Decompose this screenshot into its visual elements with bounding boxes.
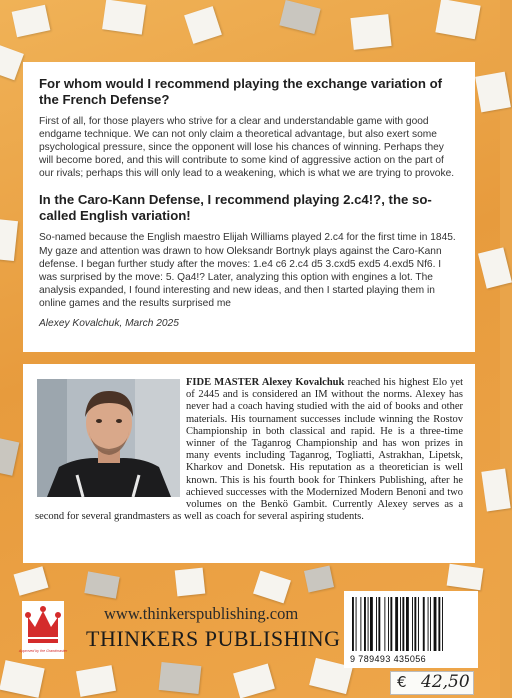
logo-caption: Approved by the Grandmaster	[18, 649, 68, 653]
isbn-barcode	[344, 591, 478, 668]
publisher-name: THINKERS PUBLISHING	[86, 626, 341, 651]
decor-square	[12, 5, 51, 38]
barcode-bar	[412, 597, 413, 651]
barcode-bar	[423, 597, 425, 651]
section-heading-caro-kann: In the Caro-Kann Defense, I recommend playing 2.c4!?, the so-called English variation!	[39, 192, 432, 224]
barcode-bar	[414, 597, 416, 651]
decor-square	[435, 0, 480, 39]
section-heading-french: For whom would I recommend playing the exchange variation of the French Defense?	[39, 76, 443, 107]
barcode-bar	[360, 597, 361, 651]
barcode-bars	[350, 597, 472, 651]
author-signature: Alexey Kovalchuk, March 2025	[39, 318, 179, 330]
author-bio-panel	[23, 364, 475, 563]
barcode-bar	[430, 597, 431, 651]
barcode-bar	[418, 597, 419, 651]
barcode-bar	[378, 597, 380, 651]
barcode-bar	[356, 597, 357, 651]
barcode-bar	[402, 597, 404, 651]
decor-square	[0, 438, 19, 475]
barcode-bar	[364, 597, 366, 651]
decor-square	[350, 14, 391, 50]
barcode-bar	[376, 597, 377, 651]
author-bio-text: reached his highest Elo yet of 2445 and is considered an IM without the norms. Alexey has never had a coach having studied with the aid of books and other materials. His tournament successes include winning the Rostov Championship in both classical and rapid. He is a three-time winner of the Taganrog Championship and has won prizes in many events including Taganrog, Togliatti, Astrakhan, Lipetsk, Kharkov and Donetsk. His reputation as a theoretician is well known. This is his fourth book for Thinkers Publishing, after he achieved successes with the Modernized Modern Benoni and two volumes on the Benkö Gambit. Currently Alexey serves as a second for several grandmasters as well as coach for several aspiring students.	[35, 377, 464, 523]
decor-square	[14, 566, 49, 595]
barcode-bar	[368, 597, 369, 651]
decor-square	[184, 6, 222, 44]
barcode-bar	[395, 597, 398, 651]
decor-square	[478, 247, 512, 288]
publisher-website: www.thinkerspublishing.com	[104, 604, 299, 623]
decor-square	[481, 469, 510, 512]
decor-square	[0, 219, 18, 261]
crown-icon	[18, 601, 68, 659]
barcode-bar	[406, 597, 409, 651]
decor-square	[0, 660, 45, 698]
price-sticker	[390, 671, 474, 695]
author-bio	[35, 377, 463, 523]
barcode-bar	[390, 597, 392, 651]
decor-square	[253, 571, 291, 604]
grandmaster-approved-logo	[18, 601, 68, 659]
decor-square	[475, 72, 511, 113]
author-bio-title: FIDE MASTER Alexey Kovalchuk	[186, 377, 345, 388]
barcode-bar	[438, 597, 440, 651]
photo-spacer	[35, 377, 186, 500]
barcode-bar	[370, 597, 373, 651]
section-body-caro-kann: So-named because the English maestro Elijah Williams played 2.c4 for the first time in 1845. My gaze and attention was drawn to how Oleksandr Bortnyk plays against the Caro-Kann defense. I began further study after the moves: 1.e4 c6 2.c4 d5 3.cxd5 exd5 4.exd5 Nf6. I was surprised by the move: 5. Qa4!? Later, analyzing this option with engines a lot. The analysis expanded, I found interesting and new ideas, and then I started playing them in online games and the results surprised me	[39, 232, 456, 309]
decor-square	[0, 44, 24, 81]
description-panel	[23, 62, 475, 352]
decor-square	[279, 0, 320, 34]
decor-square	[304, 566, 334, 593]
decor-square	[175, 568, 206, 597]
decor-square	[84, 571, 119, 598]
decor-square	[76, 665, 116, 697]
currency-symbol: €	[397, 673, 407, 691]
decor-square	[233, 664, 275, 698]
barcode-number: 9 789493 435056	[350, 654, 427, 664]
decor-square	[447, 564, 484, 591]
barcode-bar	[442, 597, 443, 651]
barcode-bar	[388, 597, 389, 651]
barcode-bar	[434, 597, 437, 651]
barcode-bar	[352, 597, 354, 651]
barcode-bar	[400, 597, 401, 651]
barcode-bar	[384, 597, 385, 651]
decor-square	[102, 0, 146, 35]
price-value: 42,50	[421, 672, 470, 692]
section-body-french: First of all, for those players who strive for a clear and understandable game with good endgame technique. We can not only claim a theoretical advantage, but also exert some psychological pressure, since the opponent will lose his chances of winning. Perhaps they will become bored, and this will contribute to some kind of aggressive action on the part of our rivals; perhaps this will only lead to a weakening, which is what we are trying to provoke.	[39, 116, 455, 180]
decor-square	[159, 662, 202, 694]
barcode-bar	[428, 597, 429, 651]
